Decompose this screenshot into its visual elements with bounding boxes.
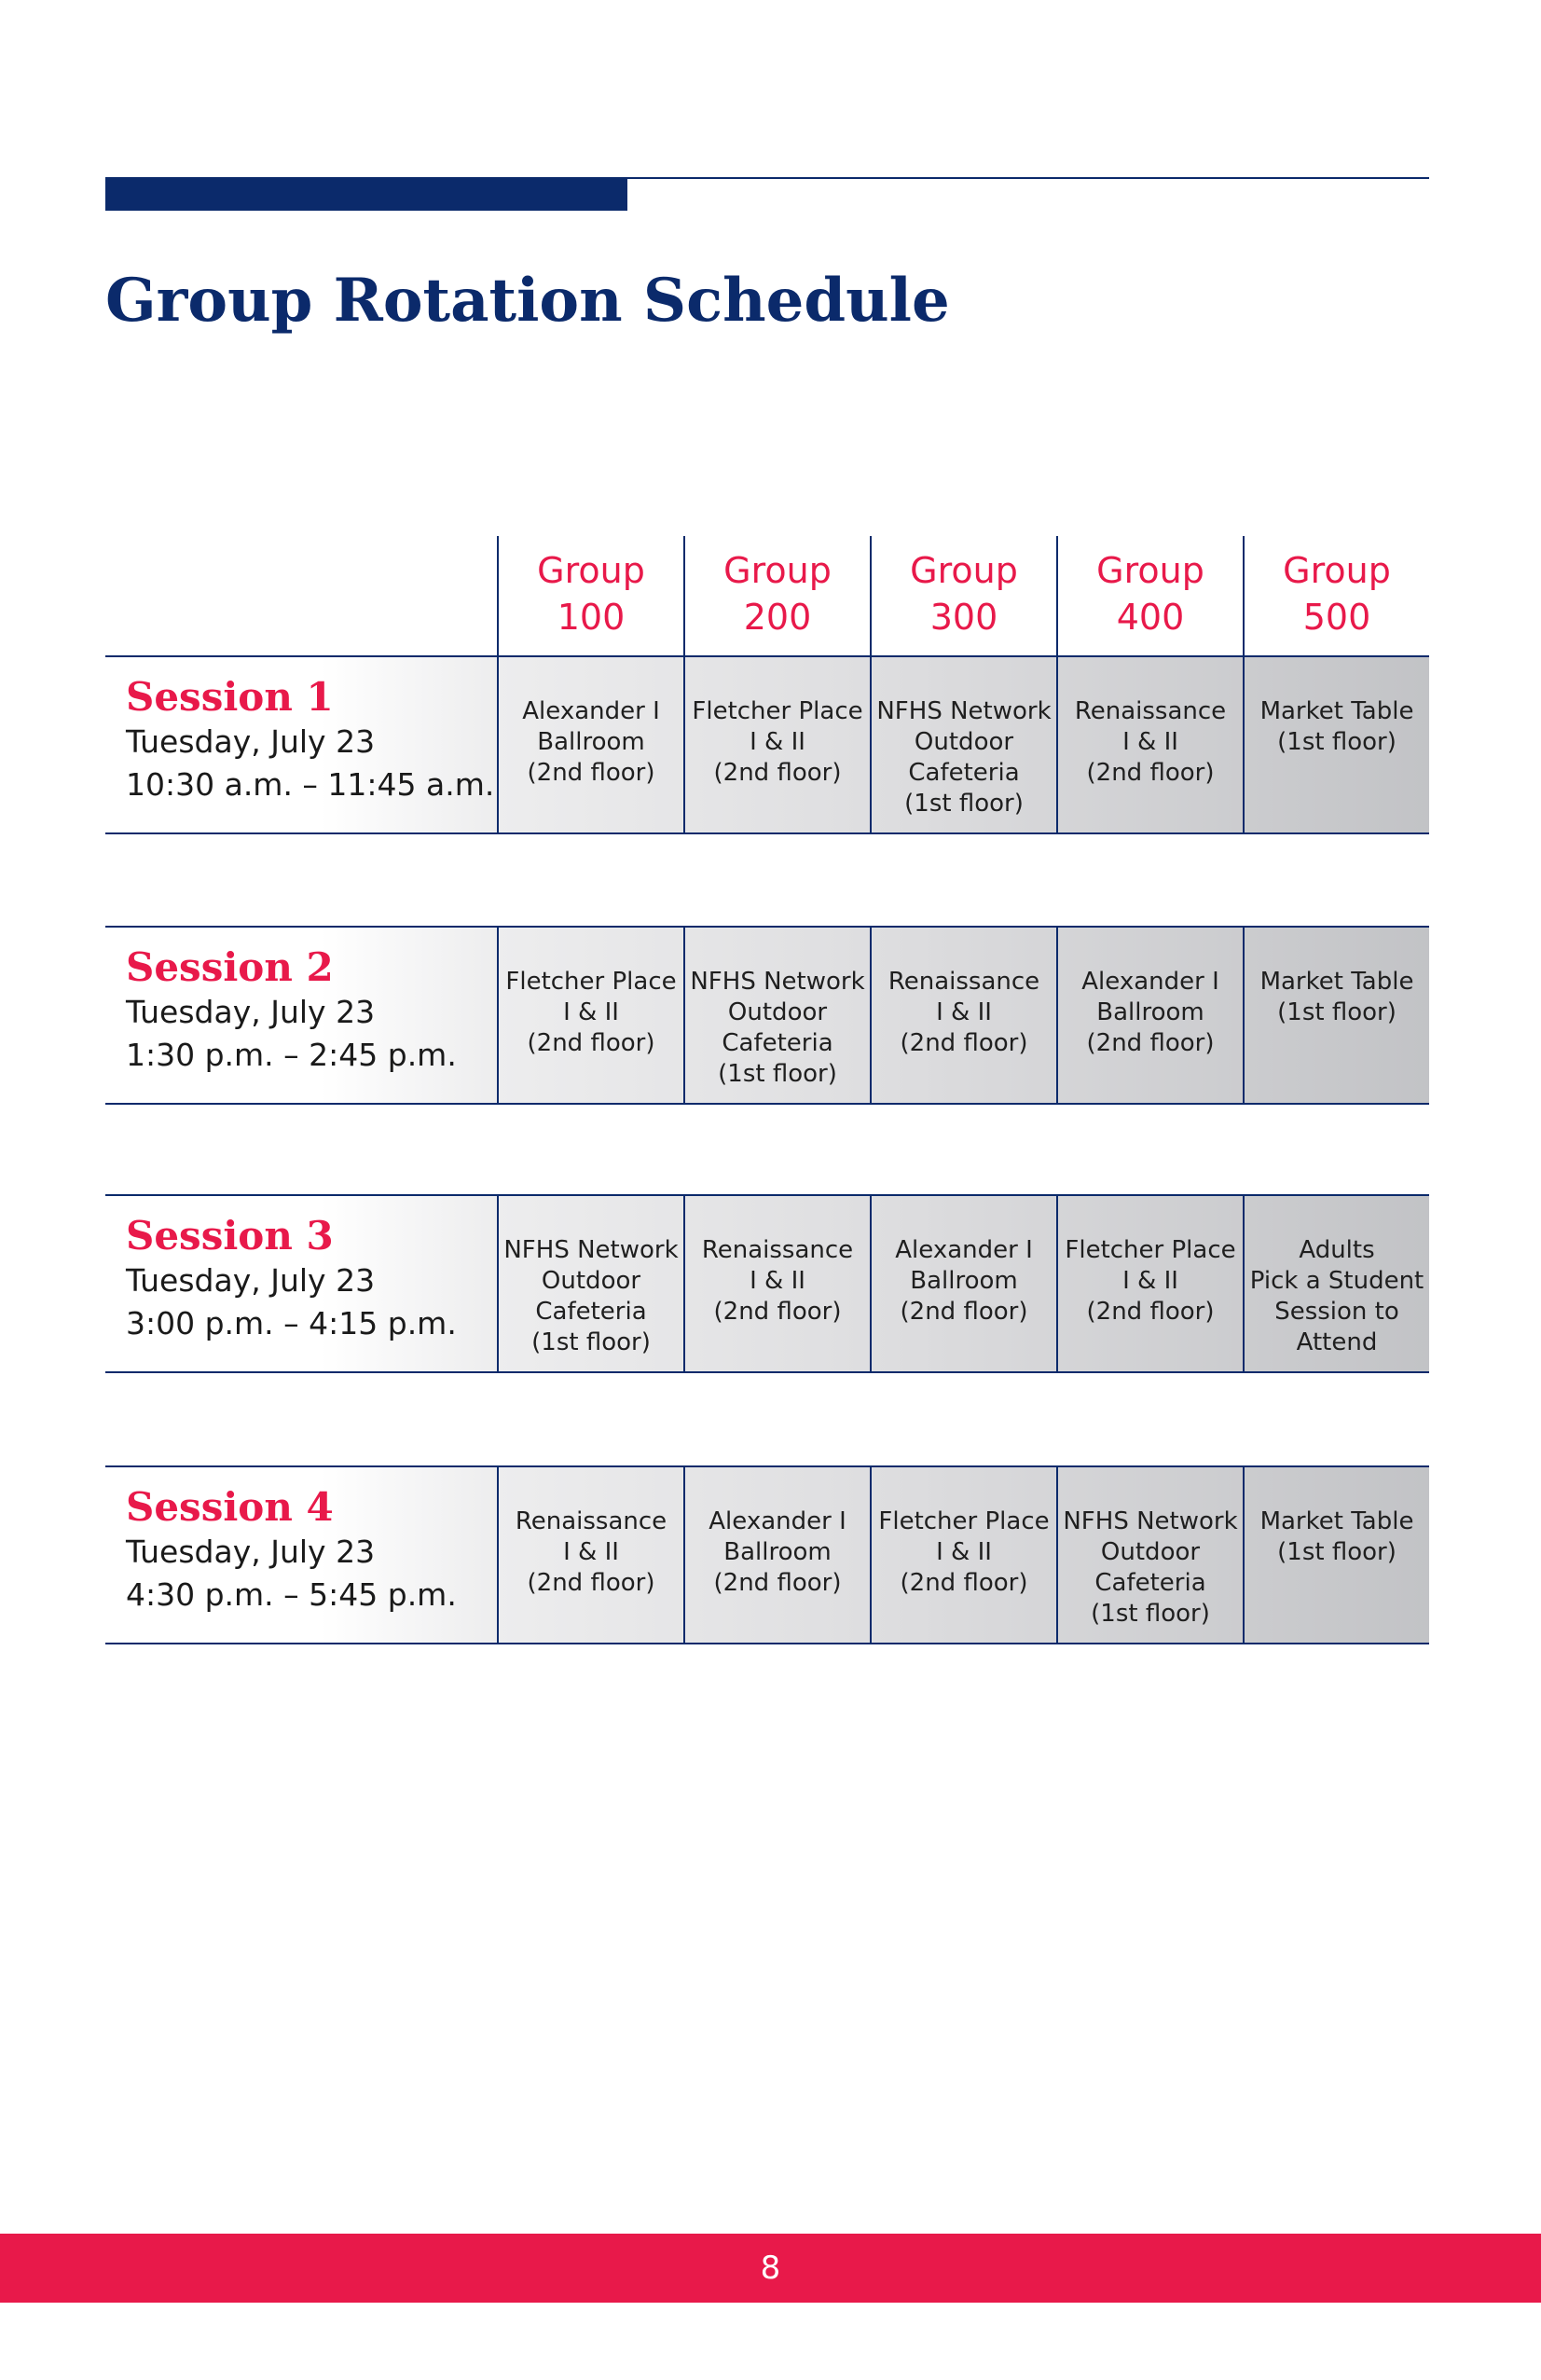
room-line: NFHS Network [503,1236,679,1264]
group-header-number: 500 [1302,597,1371,638]
room-line: Alexander I [522,697,660,725]
room-line: (2nd floor) [713,759,842,787]
group-header-label: Group [1096,550,1204,591]
room-line: Ballroom [537,728,645,756]
room-line: Outdoor [1100,1538,1201,1566]
group-header-number: 300 [929,597,998,638]
session-date: Tuesday, July 23 [126,1534,376,1570]
session-label [105,1196,497,1371]
room-line: NFHS Network [876,697,1052,725]
room-line: Alexander I [709,1507,846,1535]
room-cell-group-100 [497,1196,683,1371]
session-label [105,657,497,832]
room-line: Market Table [1259,697,1414,725]
room-cell-group-300 [870,1196,1056,1371]
session-row-4 [105,1465,1429,1644]
session-time: 1:30 p.m. – 2:45 p.m. [126,1037,457,1073]
room-line: I & II [563,998,619,1026]
room-line: Alexander I [895,1236,1033,1264]
room-line: NFHS Network [690,968,865,996]
room-line: Cafeteria [908,759,1020,787]
session-cells [497,657,1429,832]
session-label [105,1467,497,1643]
room-line: I & II [936,998,992,1026]
session-name: Session 4 [126,1484,334,1530]
group-header-label: Group [1283,550,1391,591]
room-line: (2nd floor) [1086,1298,1215,1326]
room-line: NFHS Network [1063,1507,1238,1535]
room-line: Renaissance [515,1507,667,1535]
room-line: (1st floor) [1091,1600,1210,1628]
room-line: Ballroom [1096,998,1204,1026]
session-cells [497,1467,1429,1643]
room-line: Outdoor [727,998,828,1026]
room-line: (2nd floor) [713,1569,842,1597]
room-line: (1st floor) [1277,1538,1397,1566]
room-line: Market Table [1259,968,1414,996]
room-line: (1st floor) [904,790,1024,818]
room-cell-group-300 [870,657,1056,832]
group-header-100 [497,536,683,655]
room-cell-group-500 [1243,1196,1429,1371]
room-line: Fletcher Place [692,697,863,725]
session-name: Session 2 [126,944,334,990]
group-header-500 [1243,536,1429,655]
room-line: (2nd floor) [1086,759,1215,787]
room-line: (2nd floor) [1086,1029,1215,1057]
room-cell-group-200 [683,928,870,1103]
room-line: Outdoor [541,1267,641,1295]
group-header-400 [1056,536,1243,655]
room-line: (1st floor) [531,1328,651,1356]
session-time: 10:30 a.m. – 11:45 a.m. [126,766,495,803]
room-line: Ballroom [723,1538,832,1566]
session-cells [497,1196,1429,1371]
room-line: Adults [1299,1236,1375,1264]
session-date: Tuesday, July 23 [126,723,376,760]
room-line: I & II [1122,1267,1178,1295]
room-line: (2nd floor) [527,1569,655,1597]
page-number: 8 [760,2249,781,2287]
room-line: I & II [750,1267,805,1295]
room-cell-group-200 [683,1196,870,1371]
session-time: 3:00 p.m. – 4:15 p.m. [126,1305,457,1341]
room-line: Attend [1296,1328,1378,1356]
session-name: Session 3 [126,1213,334,1259]
group-header-number: 400 [1116,597,1185,638]
session-date: Tuesday, July 23 [126,994,376,1030]
session-row-1 [105,655,1429,834]
room-cell-group-400 [1056,928,1243,1103]
room-line: Fletcher Place [878,1507,1050,1535]
room-line: (1st floor) [1277,728,1397,756]
room-line: Cafeteria [1094,1569,1206,1597]
header-accent-bar [105,179,627,211]
group-header-200 [683,536,870,655]
room-line: Pick a Student [1249,1267,1424,1295]
room-line: (1st floor) [1277,998,1397,1026]
session-time: 4:30 p.m. – 5:45 p.m. [126,1576,457,1613]
room-line: Cafeteria [535,1298,647,1326]
room-cell-group-200 [683,657,870,832]
room-cell-group-100 [497,1467,683,1643]
room-line: Renaissance [1074,697,1227,725]
room-line: Ballroom [910,1267,1018,1295]
session-name: Session 1 [126,674,334,720]
session-row-3 [105,1194,1429,1373]
room-line: I & II [750,728,805,756]
room-line: Renaissance [887,968,1040,996]
room-line: (2nd floor) [527,759,655,787]
room-cell-group-300 [870,1467,1056,1643]
group-header-300 [870,536,1056,655]
room-cell-group-100 [497,657,683,832]
room-line: (2nd floor) [900,1029,1028,1057]
room-line: Alexander I [1081,968,1219,996]
room-cell-group-500 [1243,928,1429,1103]
group-header-number: 200 [743,597,812,638]
room-line: (2nd floor) [900,1569,1028,1597]
room-line: I & II [563,1538,619,1566]
room-cell-group-400 [1056,657,1243,832]
group-header-label: Group [537,550,645,591]
room-cell-group-100 [497,928,683,1103]
room-line: (2nd floor) [900,1298,1028,1326]
room-line: I & II [936,1538,992,1566]
room-line: (2nd floor) [527,1029,655,1057]
group-header-number: 100 [557,597,626,638]
room-line: (1st floor) [718,1060,837,1088]
room-line: I & II [1122,728,1178,756]
room-cell-group-200 [683,1467,870,1643]
room-line: Market Table [1259,1507,1414,1535]
room-line: (2nd floor) [713,1298,842,1326]
room-cell-group-400 [1056,1467,1243,1643]
group-header-row [497,536,1429,655]
session-date: Tuesday, July 23 [126,1262,376,1299]
session-label [105,928,497,1103]
page-title: Group Rotation Schedule [105,266,950,336]
session-row-2 [105,926,1429,1105]
room-cell-group-500 [1243,1467,1429,1643]
room-cell-group-300 [870,928,1056,1103]
group-header-label: Group [910,550,1018,591]
room-line: Fletcher Place [1065,1236,1236,1264]
room-cell-group-400 [1056,1196,1243,1371]
room-line: Cafeteria [722,1029,833,1057]
group-header-label: Group [723,550,832,591]
room-line: Fletcher Place [505,968,677,996]
room-line: Outdoor [914,728,1014,756]
room-line: Session to [1274,1298,1399,1326]
room-line: Renaissance [701,1236,854,1264]
footer-bar [0,2234,1541,2303]
session-cells [497,928,1429,1103]
room-cell-group-500 [1243,657,1429,832]
